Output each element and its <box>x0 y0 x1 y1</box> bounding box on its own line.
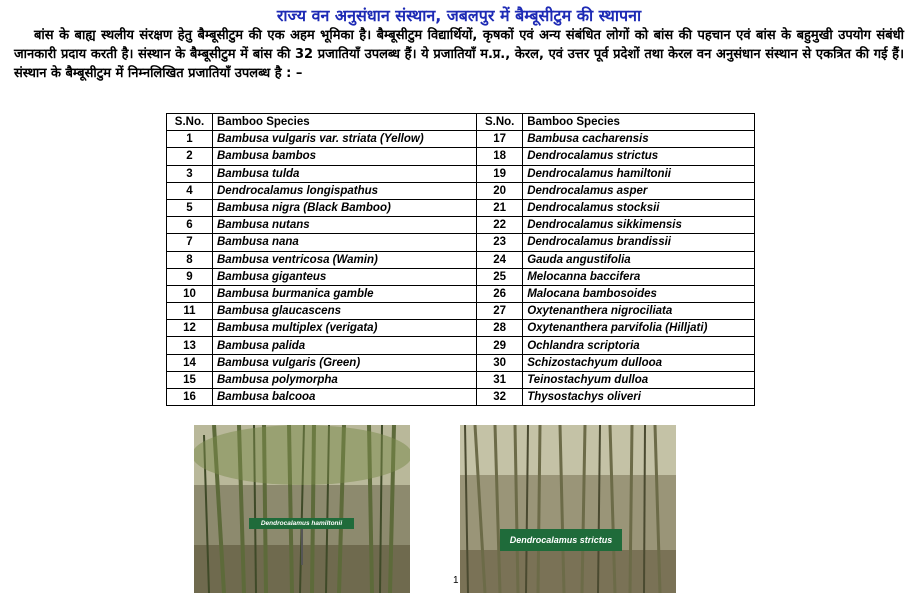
species-name-cell: Bambusa nigra (Black Bamboo) <box>213 199 477 216</box>
sno-cell: 2 <box>167 148 213 165</box>
species-name-cell: Oxytenanthera parvifolia (Hilljati) <box>523 320 755 337</box>
species-name-cell: Bambusa balcooa <box>213 389 477 406</box>
sno-cell: 26 <box>477 285 523 302</box>
header-species-left: Bamboo Species <box>213 114 477 131</box>
sno-cell: 5 <box>167 199 213 216</box>
species-name-cell: Bambusa tulda <box>213 165 477 182</box>
sno-cell: 29 <box>477 337 523 354</box>
table-row <box>167 234 755 251</box>
page-title: राज्य वन अनुसंधान संस्थान, जबलपुर में बैम्बूसीटुम की स्थापना <box>276 6 642 25</box>
bamboo-species-table <box>166 113 755 406</box>
table-row <box>167 389 755 406</box>
species-name-cell: Dendrocalamus strictus <box>523 148 755 165</box>
table-header-row <box>167 114 755 131</box>
species-name-cell: Bambusa burmanica gamble <box>213 285 477 302</box>
sno-cell: 31 <box>477 371 523 388</box>
species-name-cell: Dendrocalamus brandissii <box>523 234 755 251</box>
sno-cell: 3 <box>167 165 213 182</box>
sign-board-label: Dendrocalamus hamiltonii <box>260 520 343 527</box>
sno-cell: 16 <box>167 389 213 406</box>
header-sno-right: S.No. <box>477 114 523 131</box>
species-name-cell: Bambusa giganteus <box>213 268 477 285</box>
species-name-cell: Teinostachyum dulloa <box>523 371 755 388</box>
sign-board-label: Dendrocalamus strictus <box>509 535 613 545</box>
sno-cell: 6 <box>167 217 213 234</box>
sno-cell: 23 <box>477 234 523 251</box>
species-name-cell: Dendrocalamus asper <box>523 182 755 199</box>
sno-cell: 14 <box>167 354 213 371</box>
sno-cell: 10 <box>167 285 213 302</box>
sno-cell: 18 <box>477 148 523 165</box>
species-name-cell: Schizostachyum dullooa <box>523 354 755 371</box>
species-name-cell: Bambusa multiplex (verigata) <box>213 320 477 337</box>
sno-cell: 11 <box>167 303 213 320</box>
species-name-cell: Bambusa vulgaris (Green) <box>213 354 477 371</box>
species-name-cell: Thysostachys oliveri <box>523 389 755 406</box>
sno-cell: 32 <box>477 389 523 406</box>
sno-cell: 1 <box>167 131 213 148</box>
table-body <box>167 131 755 406</box>
species-name-cell: Malocana bambosoides <box>523 285 755 302</box>
bamboo-photo-strictus <box>460 425 676 593</box>
header-species-right: Bamboo Species <box>523 114 755 131</box>
sno-cell: 17 <box>477 131 523 148</box>
species-name-cell: Bambusa polymorpha <box>213 371 477 388</box>
sno-cell: 21 <box>477 199 523 216</box>
species-name-cell: Bambusa cacharensis <box>523 131 755 148</box>
sno-cell: 4 <box>167 182 213 199</box>
table-row <box>167 354 755 371</box>
table-row <box>167 251 755 268</box>
sno-cell: 22 <box>477 217 523 234</box>
species-name-cell: Dendrocalamus longispathus <box>213 182 477 199</box>
sno-cell: 28 <box>477 320 523 337</box>
species-name-cell: Dendrocalamus hamiltonii <box>523 165 755 182</box>
species-name-cell: Bambusa bambos <box>213 148 477 165</box>
species-name-cell: Oxytenanthera nigrociliata <box>523 303 755 320</box>
table-row <box>167 371 755 388</box>
table-row <box>167 303 755 320</box>
table-row <box>167 320 755 337</box>
table-row <box>167 199 755 216</box>
sno-cell: 20 <box>477 182 523 199</box>
species-name-cell: Bambusa glaucascens <box>213 303 477 320</box>
species-name-cell: Gauda angustifolia <box>523 251 755 268</box>
header-sno-left: S.No. <box>167 114 213 131</box>
bamboo-photo-hamiltonii <box>194 425 410 593</box>
page-number: 1 <box>453 575 459 586</box>
sno-cell: 19 <box>477 165 523 182</box>
sno-cell: 13 <box>167 337 213 354</box>
sno-cell: 15 <box>167 371 213 388</box>
table-row <box>167 182 755 199</box>
species-name-cell: Dendrocalamus sikkimensis <box>523 217 755 234</box>
species-name-cell: Melocanna baccifera <box>523 268 755 285</box>
sno-cell: 12 <box>167 320 213 337</box>
table-row <box>167 131 755 148</box>
bamboo-clump-image <box>460 425 676 593</box>
sno-cell: 27 <box>477 303 523 320</box>
intro-paragraph: बांस के बाह्य स्थलीय संरक्षण हेतु बैम्बूसीटुम की एक अहम भूमिका है। बैम्बूसीटुम विद्यार्थियों, कृषकों एवं अन्य संबंधित लोगों को बांस की पहचान एवं बांस के बहुमुखी उपयोग संबंधी जानकारी प्रदाय करती है। संस्थान के बैम्बूसीटुम में बांस की 32 प्रजातियाँ उपलब्ध हैं। ये प्रजातियाँ म.प्र., केरल, एवं उत्तर पूर्व प्रदेशों तथा केरल वन अनुसंधान संस्थान से एकत्रित की गई हैं। संस्थान के बैम्बूसीटुम में निम्नलिखित प्रजातियाँ उपलब्ध है : – <box>14 28 904 81</box>
sno-cell: 8 <box>167 251 213 268</box>
table-row <box>167 217 755 234</box>
sno-cell: 7 <box>167 234 213 251</box>
table-row <box>167 285 755 302</box>
table-row <box>167 165 755 182</box>
bamboo-clump-image <box>194 425 410 593</box>
table-row <box>167 268 755 285</box>
species-name-cell: Ochlandra scriptoria <box>523 337 755 354</box>
species-name-cell: Bambusa nana <box>213 234 477 251</box>
table-row <box>167 148 755 165</box>
species-name-cell: Bambusa palida <box>213 337 477 354</box>
sno-cell: 9 <box>167 268 213 285</box>
species-name-cell: Bambusa vulgaris var. striata (Yellow) <box>213 131 477 148</box>
species-name-cell: Bambusa ventricosa (Wamin) <box>213 251 477 268</box>
table-row <box>167 337 755 354</box>
species-name-cell: Dendrocalamus stocksii <box>523 199 755 216</box>
species-name-cell: Bambusa nutans <box>213 217 477 234</box>
sno-cell: 30 <box>477 354 523 371</box>
sno-cell: 24 <box>477 251 523 268</box>
sno-cell: 25 <box>477 268 523 285</box>
